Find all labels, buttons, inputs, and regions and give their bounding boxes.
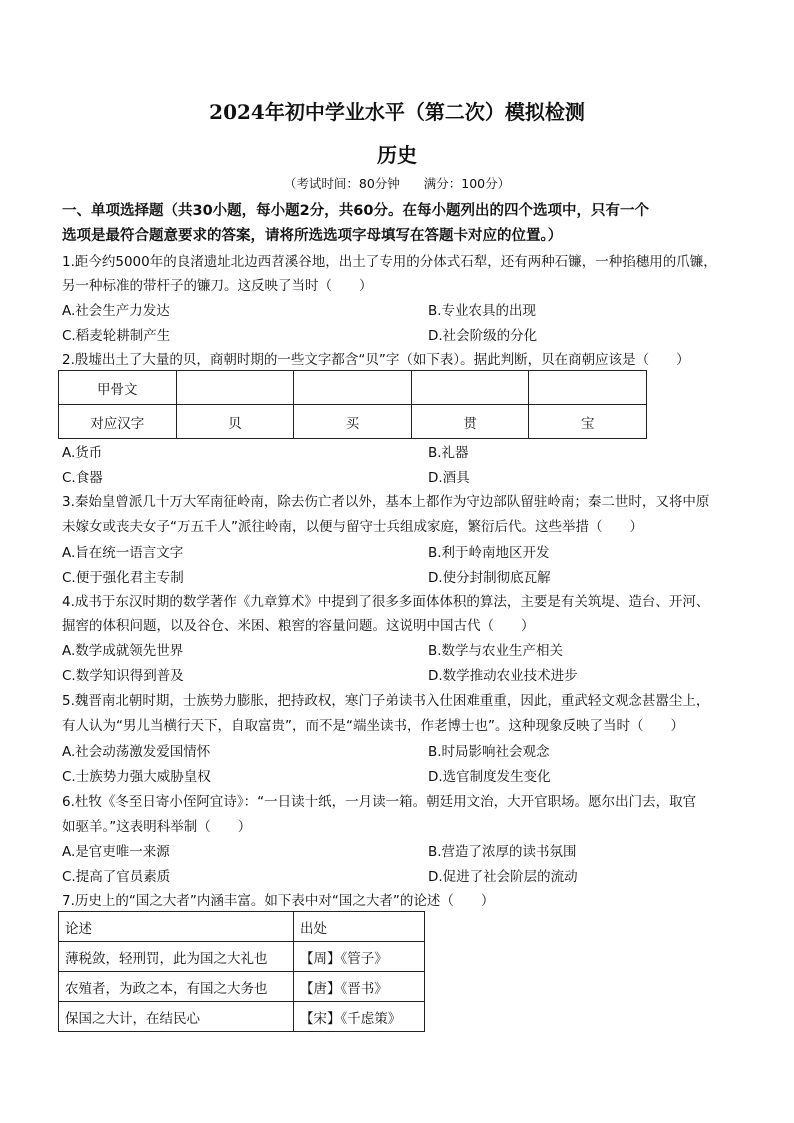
q6-option-a: A.是官吏唯一来源 [62,844,170,860]
q2-row1-label: 甲骨文 [59,371,177,405]
q3-stem-line1: 3.秦始皇曾派几十万大军南征岭南，除去伤亡者以外，基本上都作为守边部队留驻岭南；秦二世时，又将中原 [62,494,710,510]
q6-option-b: B.营造了浓厚的读书氛围 [428,844,577,860]
q6-option-d: D.促进了社会阶层的流动 [428,869,578,885]
q4-option-c: C.数学知识得到普及 [62,668,184,684]
q5-stem-line1: 5.魏晋南北朝时期，士族势力膨胀，把持政权，寒门子弟读书入仕困难重重，因此，重武轻文观念甚嚣尘上， [62,693,710,709]
q3-option-b: B.利于岭南地区开发 [428,545,550,561]
q6-option-c: C.提高了官员素质 [62,869,171,885]
q2-row2-label: 对应汉字 [59,405,177,439]
exam-info [0,174,794,192]
q5-option-c: C.士族势力强大威胁皇权 [62,769,211,785]
q7-cell: 【唐】《晋书》 [294,972,425,1002]
q4-stem-line2: 掘窖的体积问题，以及谷仓、米困、粮窖的容量问题。这说明中国古代（ ） [62,618,535,634]
q3-stem-line2: 未嫁女或丧夫女子“万五千人”派往岭南，以便与留守士兵组成家庭，繁衍后代。这些举措（ ） [62,519,643,535]
q2-char-cell: 买 [294,405,412,439]
section-heading-line1: 一、单项选择题（共30小题，每小题2分，共60分。在每小题列出的四个选项中，只有一个 [62,203,649,219]
q6-stem-line2: 如驱羊。”这表明科举制（ ） [62,819,252,835]
q5-option-b: B.时局影响社会观念 [428,744,550,760]
subject-title: 历史 [377,143,417,167]
q4-option-a: A.数学成就领先世界 [62,643,184,659]
q3-option-c: C.便于强化君主专制 [62,570,184,586]
q7-stem: 7.历史上的“国之大者”内涵丰富。如下表中对“国之大者”的论述（ ） [62,893,495,909]
q4-option-d: D.数学推动农业技术进步 [428,668,578,684]
q3-option-a: A.旨在统一语言文字 [62,545,184,561]
table-row [59,912,425,942]
q7-cell: 薄税敛，轻刑罚，此为国之大礼也 [59,942,294,972]
q2-option-a: A.货币 [62,445,103,461]
q2-option-c: C.食器 [62,470,103,486]
q5-option-d: D.选官制度发生变化 [428,769,551,785]
section-heading-line2: 选项是最符合题意要求的答案，请将所选选项字母填写在答题卡对应的位置。） [62,228,563,244]
exam-title: 2024年初中学业水平（第二次）模拟检测 [209,100,585,124]
q1-stem-line2: 另一种标准的带杆子的镰刀。这反映了当时（ ） [62,278,373,294]
q7-cell: 【宋】《千虑策》 [294,1002,425,1032]
q6-stem-line1: 6.杜牧《冬至日寄小侄阿宜诗》：“一日读十纸，一月读一箱。朝廷用文治，大开官职场。愿尔出门去，取官 [62,794,697,810]
q2-option-d: D.酒具 [428,470,470,486]
oracle-glyph-cell [529,371,647,405]
q5-stem-line2: 有人认为“男儿当横行天下，自取富贵”，而不是“端坐读书，作老博士也”。这种现象反映了当时（ ） [62,718,684,734]
q2-char-cell: 贯 [411,405,529,439]
q7-header-cell: 论述 [59,912,294,942]
oracle-glyph-cell [294,371,412,405]
q7-header-cell: 出处 [294,912,425,942]
q2-stem: 2.殷墟出土了大量的贝，商朝时期的一些文字都含“贝”字（如下表）。据此判断，贝在商朝应该是（ ） [62,352,690,368]
q2-char-cell: 宝 [529,405,647,439]
q4-stem-line1: 4.成书于东汉时期的数学著作《九章算术》中提到了很多多面体体积的算法，主要是有关筑堤、造台、开河、 [62,594,710,610]
oracle-glyph-cell [411,371,529,405]
table-row [59,371,647,405]
exam-score: 满分：100分） [423,176,511,191]
q2-option-b: B.礼器 [428,445,469,461]
q7-cell: 农殖者，为政之本，有国之大务也 [59,972,294,1002]
q1-option-a: A.社会生产力发达 [62,303,170,319]
q1-option-d: D.社会阶级的分化 [428,328,538,344]
table-row [59,972,425,1002]
q5-option-a: A.社会动荡激发爱国情怀 [62,744,211,760]
table-row [59,1002,425,1032]
q3-option-d: D.使分封制彻底瓦解 [428,570,551,586]
exam-time: （考试时间：80分钟 [283,176,400,191]
oracle-glyph-cell [176,371,294,405]
table-row [59,942,425,972]
q2-char-cell: 贝 [176,405,294,439]
q7-cell: 保国之大计，在结民心 [59,1002,294,1032]
q1-option-c: C.稻麦轮耕制产生 [62,328,171,344]
table-row [59,405,647,439]
q4-option-b: B.数学与农业生产相关 [428,643,564,659]
q7-table [58,911,425,1032]
q1-stem-line1: 1.距今约5000年的良渚遗址北边西苕溪谷地，出土了专用的分体式石犁，还有两种石镰，一种掐穗用的爪镰， [62,254,717,270]
q2-table [58,370,647,439]
q1-option-b: B.专业农具的出现 [428,303,537,319]
q7-cell: 【周】《管子》 [294,942,425,972]
